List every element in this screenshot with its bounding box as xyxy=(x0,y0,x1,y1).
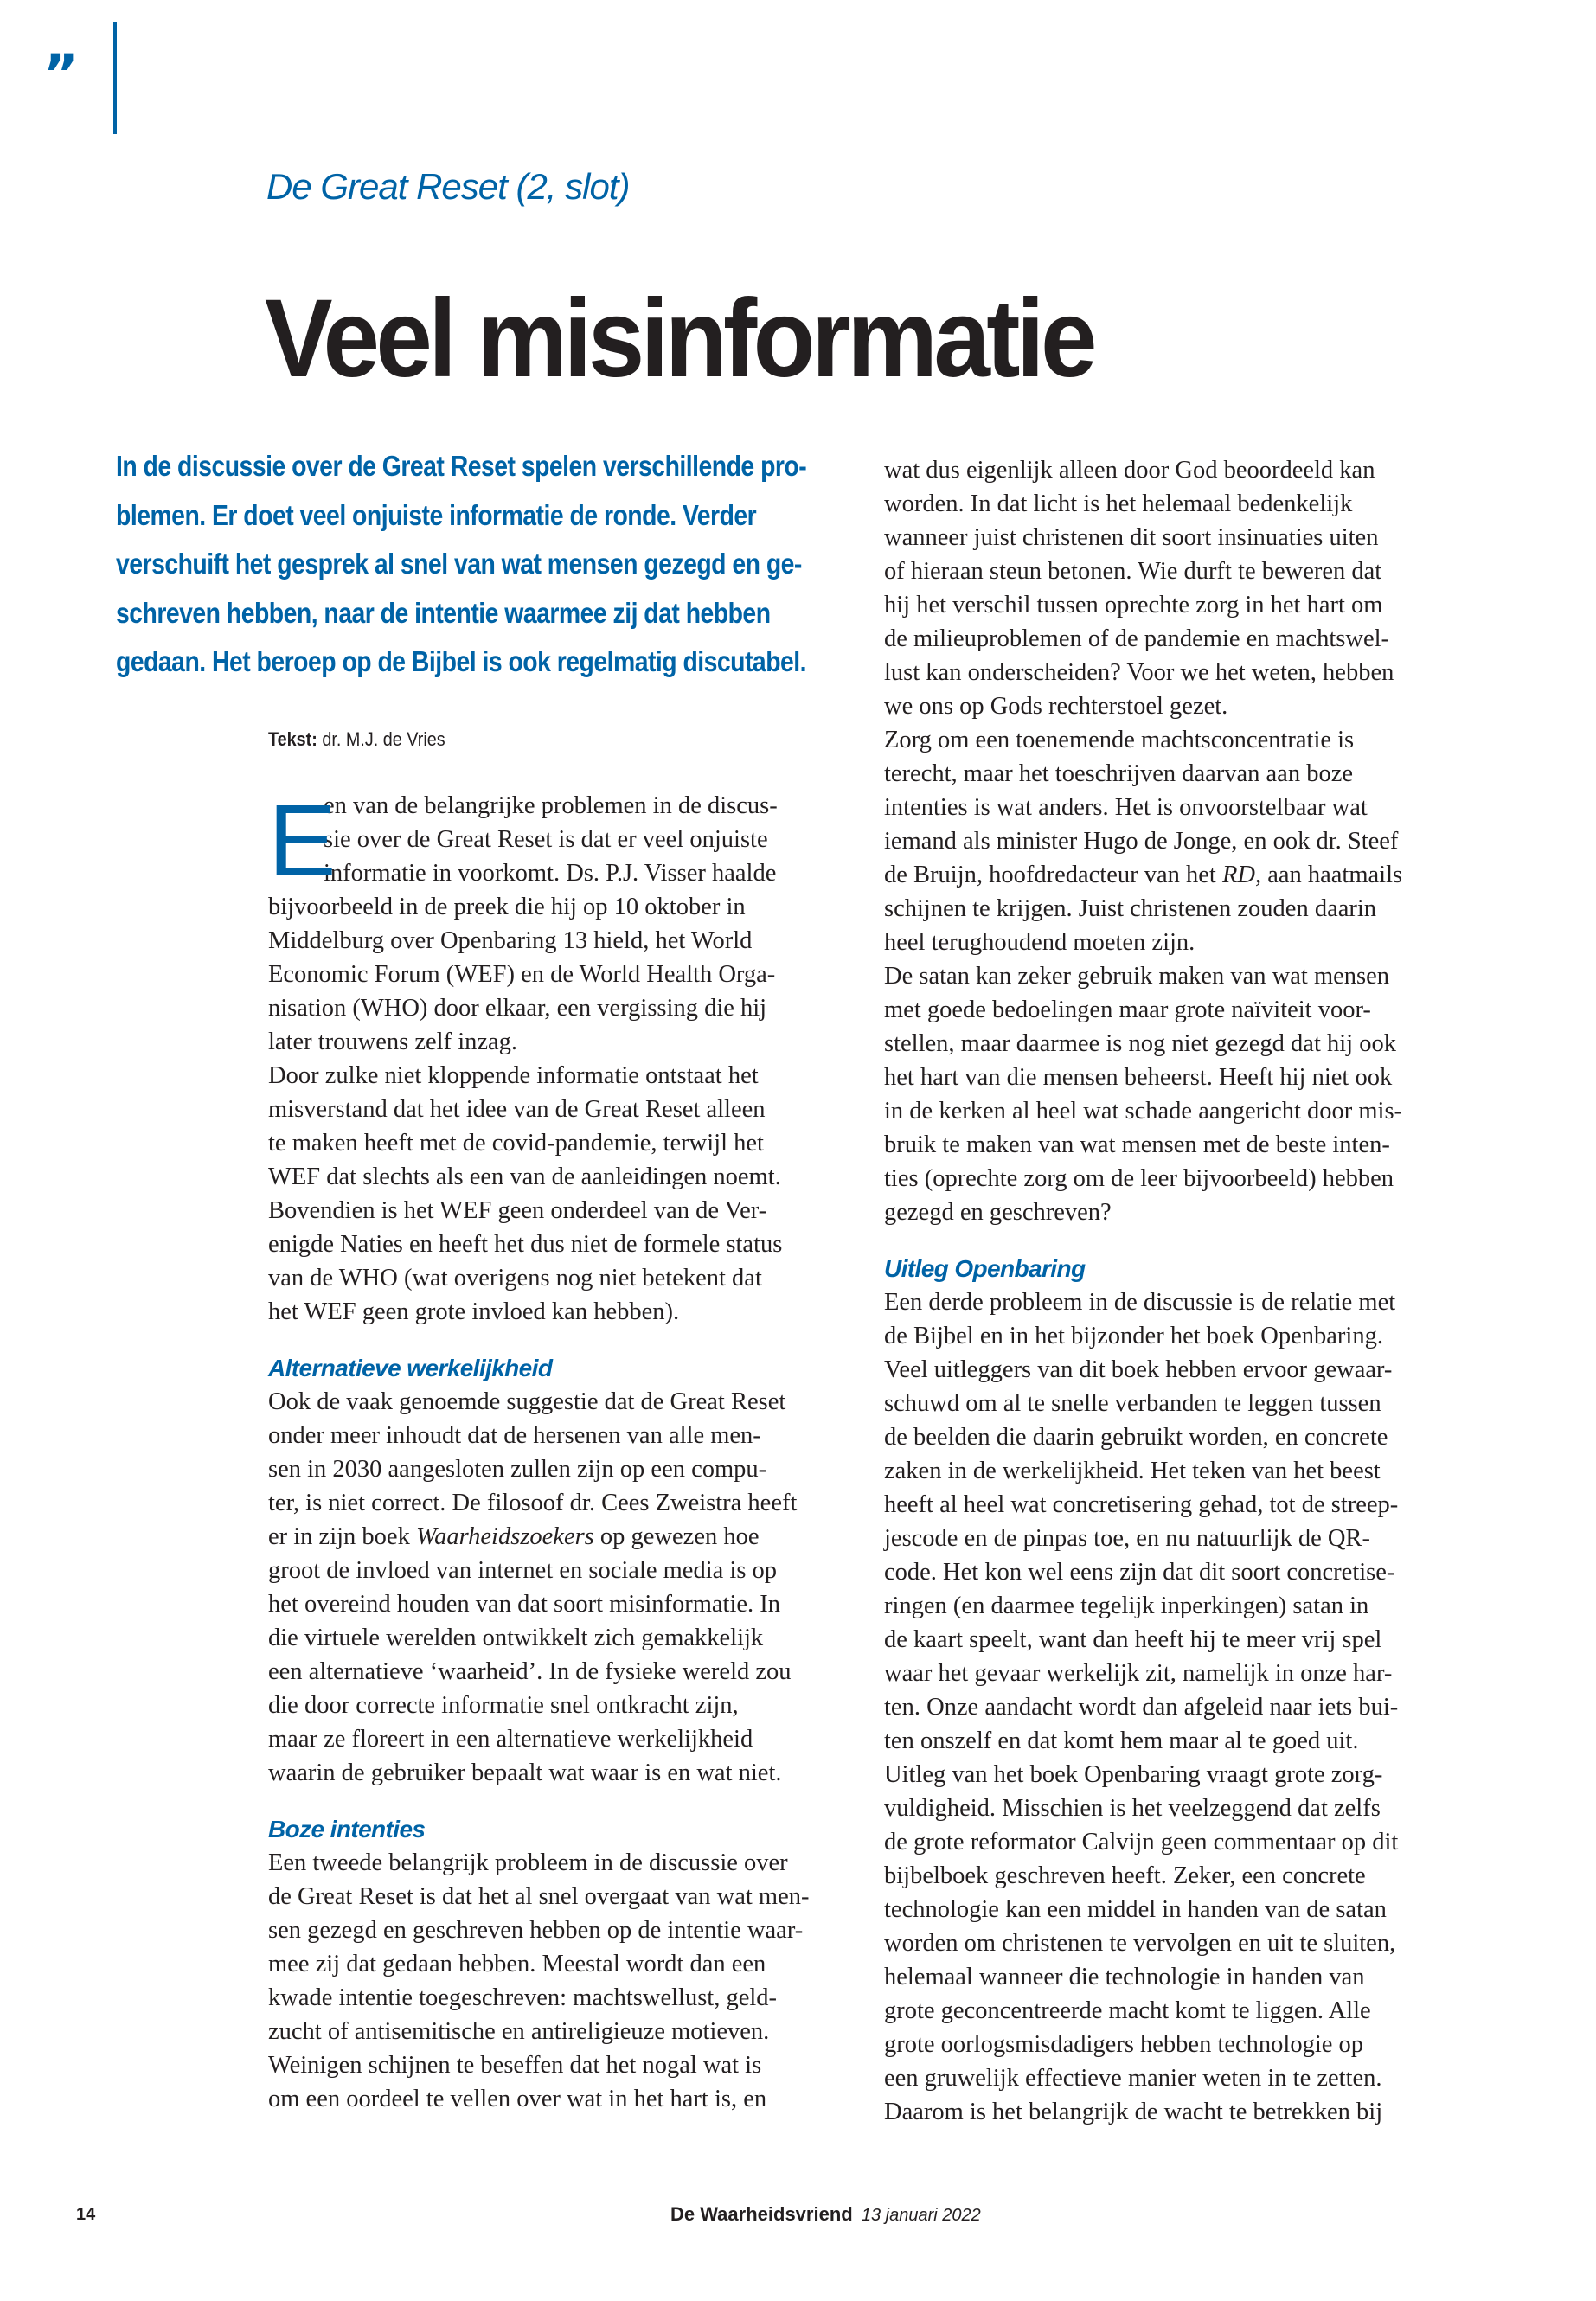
lead-line: In de discussie over de Great Reset spelen verschillende pro- xyxy=(116,450,807,482)
section-heading: Boze intenties xyxy=(268,1816,426,1843)
text-line: WEF dat slechts als een van de aanleidingen noemt. xyxy=(268,1163,781,1190)
right-column xyxy=(884,453,1459,2129)
text-line: mee zij dat gedaan hebben. Meestal wordt dan een xyxy=(268,1951,766,1977)
text-line: of hieraan steun betonen. Wie durft te beweren dat xyxy=(884,558,1382,585)
text-line: de Bijbel en in het bijzonder het boek Openbaring. xyxy=(884,1323,1383,1349)
article-title: Veel misinformatie xyxy=(265,277,1093,401)
section-heading: Uitleg Openbaring xyxy=(884,1255,1086,1282)
text-line: gezegd en geschreven? xyxy=(884,1199,1112,1226)
lead-line: schreven hebben, naar de intentie waarmee zij dat hebben xyxy=(116,596,771,629)
text-line: bijvoorbeeld in de preek die hij op 10 oktober in xyxy=(268,894,746,920)
text-line: bijbelboek geschreven heeft. Zeker, een concrete xyxy=(884,1862,1366,1889)
text-line: en van de belangrijke problemen in de discus- xyxy=(324,792,778,819)
text-line: die door correcte informatie snel ontkracht zijn, xyxy=(268,1692,739,1719)
text-line: heeft al heel wat concretisering gehad, tot de streep- xyxy=(884,1491,1399,1518)
text-line: Ook de vaak genoemde suggestie dat de Great Reset xyxy=(268,1388,786,1415)
publication-name: RD xyxy=(1221,862,1255,888)
text-line: de beelden die daarin gebruikt worden, en concrete xyxy=(884,1424,1388,1451)
lead-line: gedaan. Het beroep op de Bijbel is ook regelmatig discutabel. xyxy=(116,645,807,677)
text-line: Een tweede belangrijk probleem in de discussie over xyxy=(268,1849,788,1876)
text-line: een gruwelijk effectieve manier weten in te zetten. xyxy=(884,2065,1382,2092)
text-line: informatie in voorkomt. Ds. P.J. Visser haalde xyxy=(324,860,777,887)
text-line: zaken in de werkelijkheid. Het teken van het beest xyxy=(884,1458,1381,1484)
text-line: we ons op Gods rechterstoel gezet. xyxy=(884,693,1228,720)
text-line: iemand als minister Hugo de Jonge, en ook dr. Steef xyxy=(884,828,1399,855)
text-line: wat dus eigenlijk alleen door God beoordeeld kan xyxy=(884,457,1375,484)
text-line: terecht, maar het toeschrijven daarvan aan boze xyxy=(884,760,1354,787)
text-line: sen gezegd en geschreven hebben op de intentie waar- xyxy=(268,1917,804,1944)
article-kicker: De Great Reset (2, slot) xyxy=(266,166,630,207)
text-line: die virtuele werelden ontwikkelt zich gemakkelijk xyxy=(268,1625,764,1651)
text-line: ringen (en daarmee tegelijk inperkingen) satan in xyxy=(884,1593,1369,1619)
spacer xyxy=(268,1790,843,1812)
spacer xyxy=(884,1229,1459,1252)
text-line xyxy=(884,858,1459,892)
paragraph xyxy=(268,1059,843,1329)
text-line: met goede bedoelingen maar grote naïviteit voor- xyxy=(884,997,1371,1023)
byline xyxy=(268,728,445,751)
text-fragment: er in zijn boek xyxy=(268,1523,416,1550)
lead-line: verschuift het gesprek al snel van wat mensen gezegd en ge- xyxy=(116,548,802,580)
text-line: misverstand dat het idee van de Great Reset alleen xyxy=(268,1096,766,1123)
byline-label: Tekst: xyxy=(268,728,317,750)
text-line: de grote reformator Calvijn geen commentaar op dit xyxy=(884,1829,1399,1856)
page-number: 14 xyxy=(76,2205,96,2224)
text-fragment: , aan haatmails xyxy=(1254,862,1403,888)
section-heading: Alternatieve werkelijkheid xyxy=(268,1355,553,1381)
text-line: grote oorlogsmisdadigers hebben technologie op xyxy=(884,2031,1364,2058)
text-line: sie over de Great Reset is dat er veel onjuiste xyxy=(324,826,768,853)
text-line: onder meer inhoudt dat de hersenen van alle men- xyxy=(268,1422,761,1449)
text-line: vuldigheid. Misschien is het veelzeggend dat zelfs xyxy=(884,1795,1381,1822)
text-line: schuwd om al te snelle verbanden te leggen tussen xyxy=(884,1390,1381,1417)
text-line: later trouwens zelf inzag. xyxy=(268,1029,518,1055)
text-line: groot de invloed van internet en sociale media is op xyxy=(268,1557,778,1584)
text-line: technologie kan een middel in handen van de satan xyxy=(884,1896,1387,1923)
text-line: lust kan onderscheiden? Voor we het weten, hebben xyxy=(884,659,1394,686)
text-line: Bovendien is het WEF geen onderdeel van de Ver- xyxy=(268,1197,767,1224)
vertical-rule xyxy=(113,22,117,134)
text-line xyxy=(268,1520,843,1554)
text-line: Daarom is het belangrijk de wacht te betrekken bij xyxy=(884,2099,1383,2125)
text-line: grote geconcentreerde macht komt te liggen. Alle xyxy=(884,1997,1371,2024)
text-fragment: de Bruijn, hoofdredacteur van het xyxy=(884,862,1222,888)
left-column xyxy=(268,784,843,2116)
paragraph xyxy=(268,1385,843,1790)
paragraph xyxy=(884,453,1459,723)
text-line: bruik te maken van wat mensen met de beste inten- xyxy=(884,1131,1390,1158)
opening-paragraph xyxy=(268,784,843,1059)
text-line: te maken heeft met de covid-pandemie, terwijl het xyxy=(268,1130,764,1157)
issue-date: 13 januari 2022 xyxy=(861,2206,981,2225)
dropcap: E xyxy=(268,784,337,898)
text-line: het overeind houden van dat soort misinformatie. In xyxy=(268,1591,781,1618)
closing-quote-icon: ” xyxy=(43,42,74,106)
text-line: de milieuproblemen of de pandemie en machtswel- xyxy=(884,625,1390,652)
text-line: ter, is niet correct. De filosoof dr. Cees Zweistra heeft xyxy=(268,1490,798,1516)
text-line: om een oordeel te vellen over wat in het hart is, en xyxy=(268,2086,767,2112)
text-line: ten. Onze aandacht wordt dan afgeleid naar iets bui- xyxy=(884,1694,1399,1721)
text-line: maar ze floreert in een alternatieve werkelijkheid xyxy=(268,1726,753,1753)
text-fragment: op gewezen hoe xyxy=(593,1523,760,1550)
text-line: ties (oprechte zorg om de leer bijvoorbeeld) hebben xyxy=(884,1165,1394,1192)
lead-line: blemen. Er doet veel onjuiste informatie de ronde. Verder xyxy=(116,498,757,531)
text-line: wanneer juist christenen dit soort insinuaties uiten xyxy=(884,524,1379,551)
text-line: het hart van die mensen beheerst. Heeft hij niet ook xyxy=(884,1064,1393,1091)
text-line: jescode en de pinpas toe, en nu natuurlijk de QR- xyxy=(884,1525,1370,1552)
text-line: waar het gevaar werkelijk zit, namelijk in onze har- xyxy=(884,1660,1393,1687)
text-line: helemaal wanneer die technologie in handen van xyxy=(884,1964,1365,1990)
text-line: zucht of antisemitische en antireligieuze motieven. xyxy=(268,2018,770,2045)
text-line: worden. In dat licht is het helemaal bedenkelijk xyxy=(884,490,1353,517)
text-line: een alternatieve ‘waarheid’. In de fysieke wereld zou xyxy=(268,1658,792,1685)
text-line: code. Het kon wel eens zijn dat dit soort concretise- xyxy=(884,1559,1395,1586)
paragraph xyxy=(884,959,1459,1229)
text-line: Economic Forum (WEF) en de World Health Orga- xyxy=(268,961,776,988)
paragraph xyxy=(268,1846,843,2116)
text-line: enigde Naties en heeft het dus niet de formele status xyxy=(268,1231,783,1258)
text-line: Middelburg over Openbaring 13 hield, het World xyxy=(268,927,753,954)
text-line: ten onszelf en dat komt hem maar al te goed uit. xyxy=(884,1727,1359,1754)
paragraph xyxy=(884,1285,1459,2129)
text-line: worden om christenen te vervolgen en uit te sluiten, xyxy=(884,1930,1396,1957)
text-line: heel terughoudend moeten zijn. xyxy=(884,929,1195,956)
text-line: Zorg om een toenemende machtsconcentratie is xyxy=(884,727,1355,753)
text-line: in de kerken al heel wat schade aangericht door mis- xyxy=(884,1098,1403,1125)
text-line: sen in 2030 aangesloten zullen zijn op een compu- xyxy=(268,1456,767,1483)
magazine-name: De Waarheidsvriend xyxy=(670,2203,853,2225)
text-line: Een derde probleem in de discussie is de relatie met xyxy=(884,1289,1396,1316)
text-line: schijnen te krijgen. Juist christenen zouden daarin xyxy=(884,895,1377,922)
text-line: Uitleg van het boek Openbaring vraagt grote zorg- xyxy=(884,1761,1383,1788)
text-line: de kaart speelt, want dan heeft hij te meer vrij spel xyxy=(884,1626,1382,1653)
book-title: Waarheidszoekers xyxy=(415,1523,594,1550)
text-line: de Great Reset is dat het al snel overgaat van wat men- xyxy=(268,1883,810,1910)
text-line: waarin de gebruiker bepaalt wat waar is en wat niet. xyxy=(268,1759,782,1786)
text-line: kwade intentie toegeschreven: machtswellust, geld- xyxy=(268,1984,778,2011)
text-line: nisation (WHO) door elkaar, een vergissing die hij xyxy=(268,995,767,1022)
text-line: Door zulke niet kloppende informatie ontstaat het xyxy=(268,1062,759,1089)
text-line: Veel uitleggers van dit boek hebben ervoor gewaar- xyxy=(884,1356,1393,1383)
text-line: intenties is wat anders. Het is onvoorstelbaar wat xyxy=(884,794,1368,821)
paragraph xyxy=(884,723,1459,959)
spacer xyxy=(268,1329,843,1351)
text-line: van de WHO (wat overigens nog niet betekent dat xyxy=(268,1265,762,1292)
magazine-footer xyxy=(670,2203,981,2226)
text-line: De satan kan zeker gebruik maken van wat mensen xyxy=(884,963,1390,990)
text-line: Weinigen schijnen te beseffen dat het nogal wat is xyxy=(268,2052,762,2079)
text-line: stellen, maar daarmee is nog niet gezegd dat hij ook xyxy=(884,1030,1396,1057)
article-lead xyxy=(116,442,843,687)
text-line: hij het verschil tussen oprechte zorg in het hart om xyxy=(884,592,1383,619)
text-line: het WEF geen grote invloed kan hebben). xyxy=(268,1298,680,1325)
byline-author: dr. M.J. de Vries xyxy=(317,728,445,750)
